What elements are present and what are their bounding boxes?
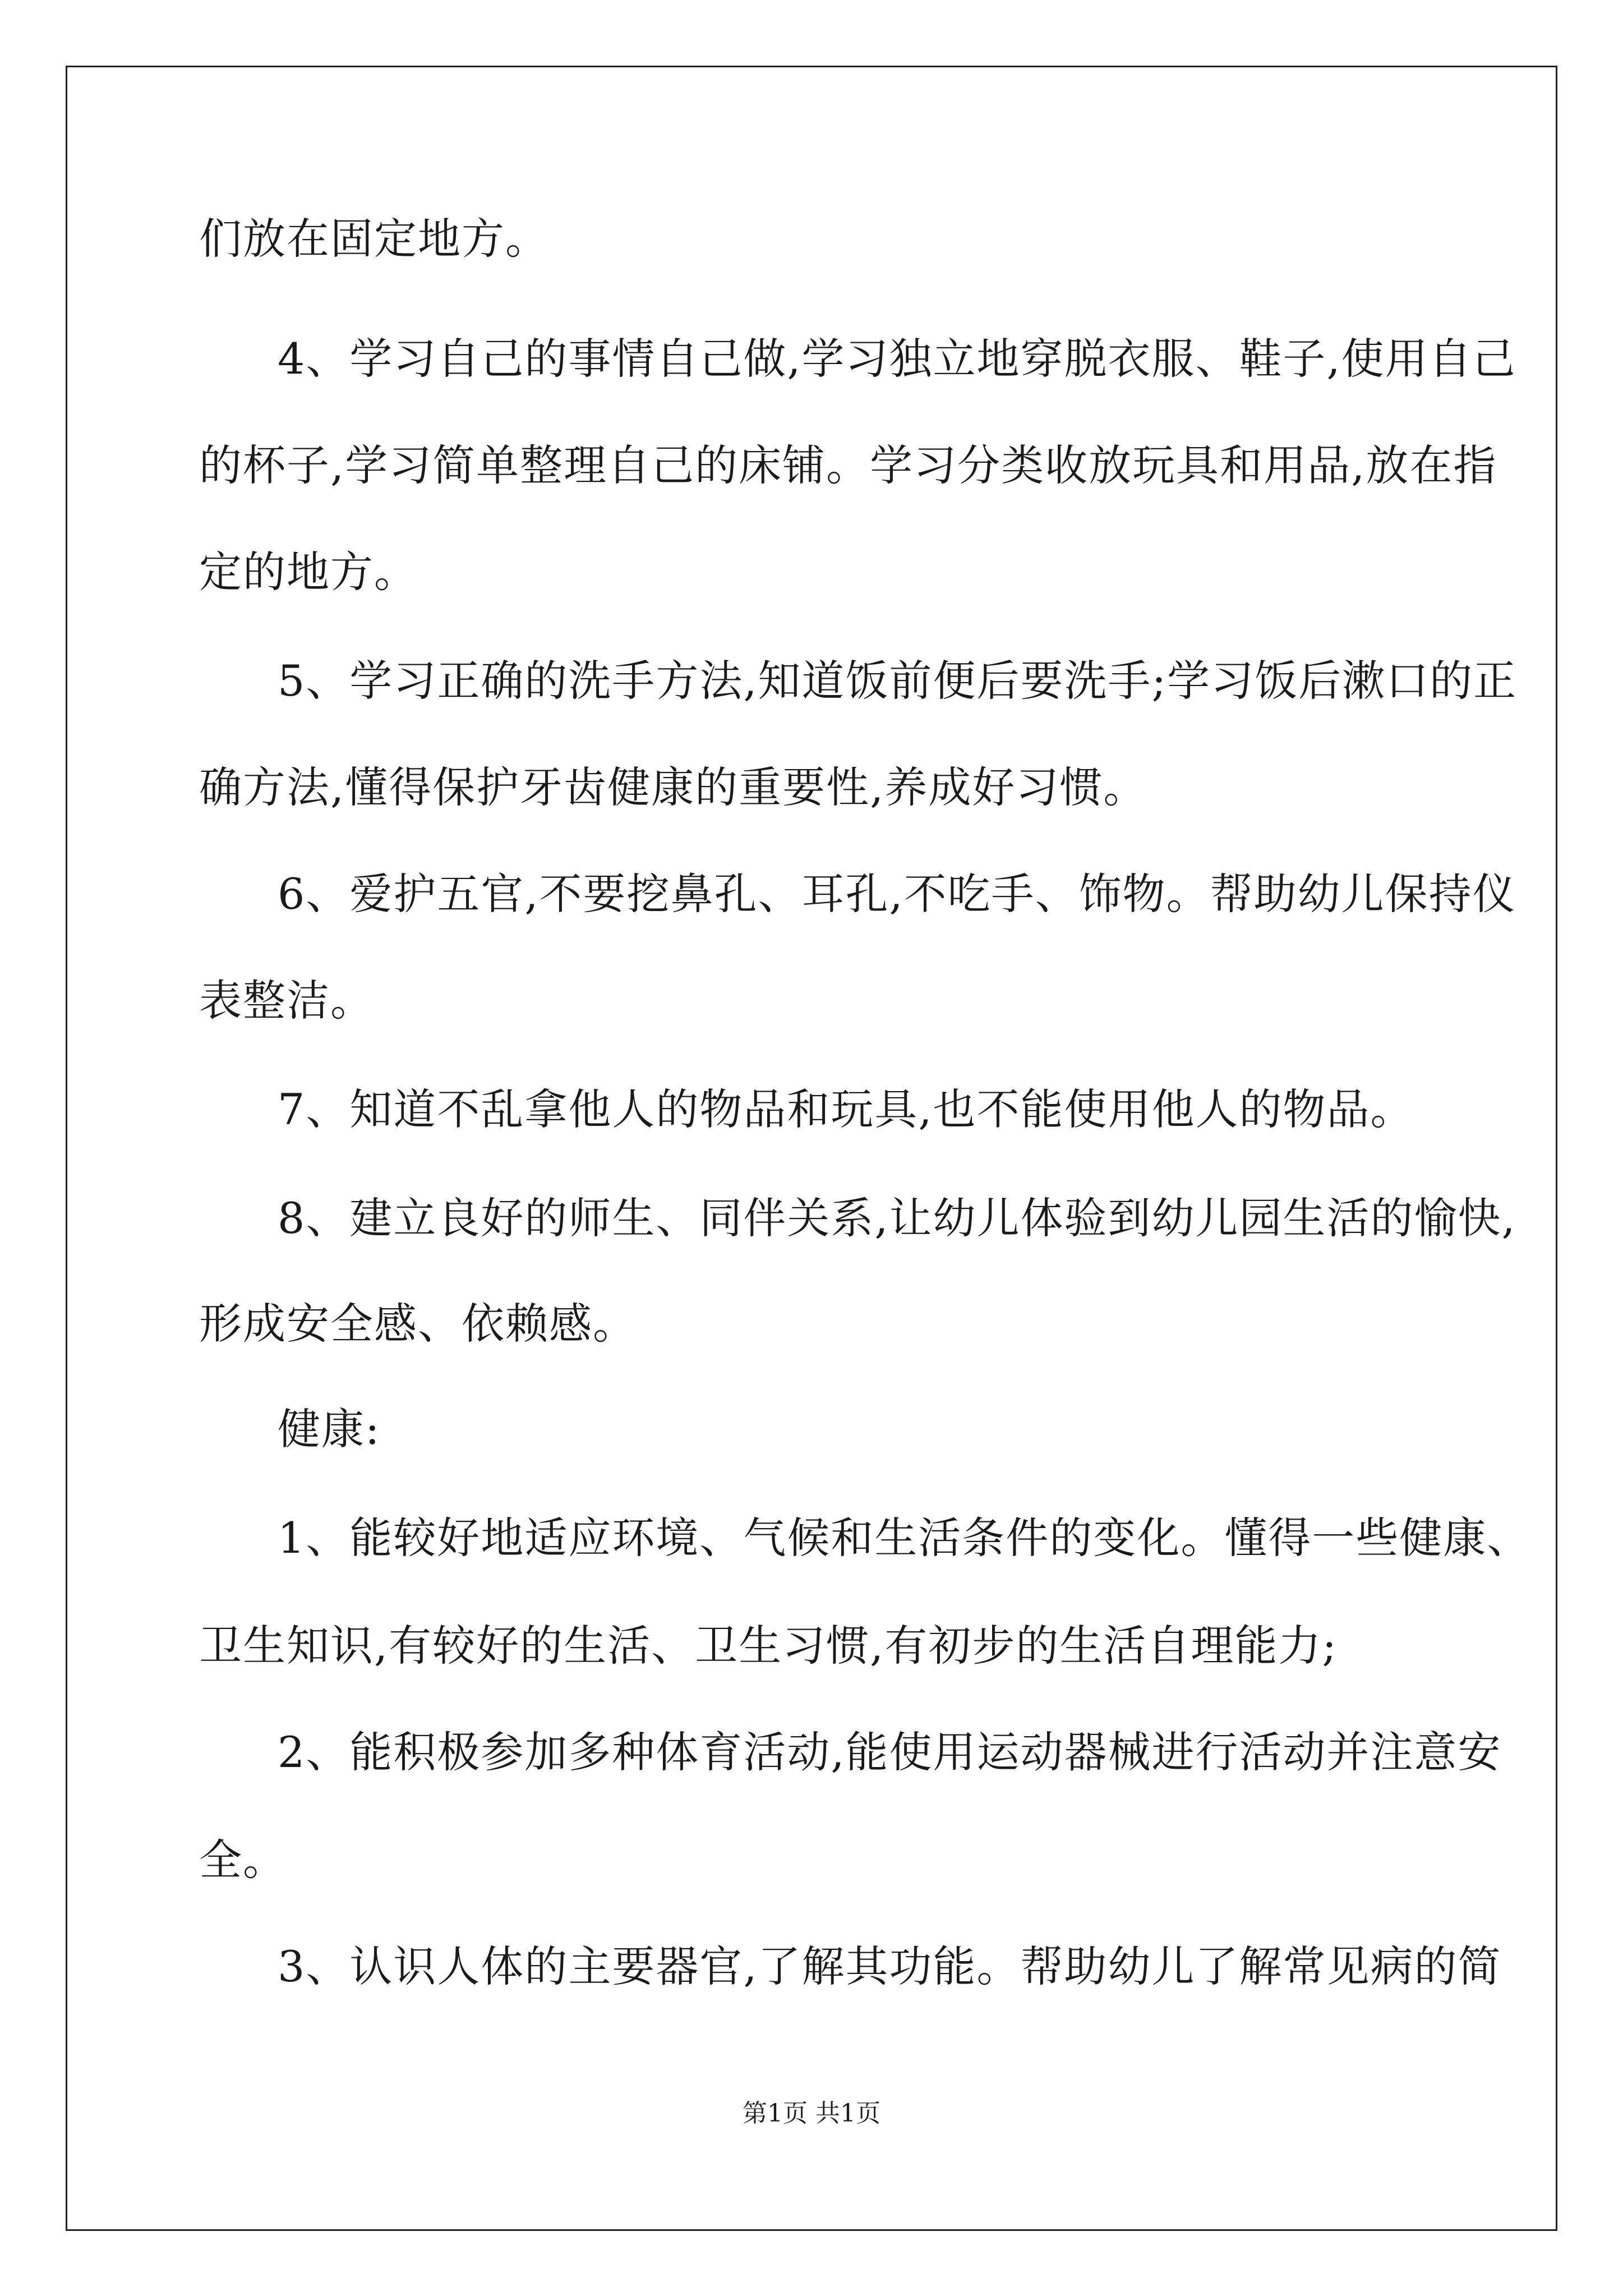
- text-line: 的杯子,学习简单整理自己的床铺。学习分类收放玩具和用品,放在指: [199, 440, 1497, 490]
- text-line: 全。: [199, 1835, 287, 1885]
- text-line: 2、能积极参加多种体育活动,能使用运动器械进行活动并注意安: [278, 1727, 1502, 1777]
- text-line: 6、爱护五官,不要挖鼻孔、耳孔,不吃手、饰物。帮助幼儿保持仪: [278, 869, 1516, 919]
- text-line: 们放在固定地方。: [199, 214, 549, 264]
- text-line: 确方法,懂得保护牙齿健康的重要性,养成好习惯。: [199, 762, 1147, 812]
- page-footer: 第1页 共1页: [743, 2099, 880, 2128]
- page-border: [66, 66, 1557, 2231]
- text-line: 4、学习自己的事情自己做,学习独立地穿脱衣服、鞋子,使用自己: [278, 334, 1516, 384]
- text-line: 8、建立良好的师生、同伴关系,让幼儿体验到幼儿园生活的愉快,: [278, 1193, 1516, 1243]
- section-heading: 健康:: [278, 1404, 381, 1454]
- text-line: 3、认识人体的主要器官,了解其功能。帮助幼儿了解常见病的简: [278, 1941, 1502, 1991]
- text-line: 定的地方。: [199, 547, 418, 597]
- text-line: 卫生知识,有较好的生活、卫生习惯,有初步的生活自理能力;: [199, 1621, 1338, 1671]
- text-line: 5、学习正确的洗手方法,知道饭前便后要洗手;学习饭后漱口的正: [278, 656, 1518, 706]
- text-line: 1、能较好地适应环境、气候和生活条件的变化。懂得一些健康、: [278, 1513, 1531, 1563]
- text-line: 表整洁。: [199, 976, 374, 1025]
- text-line: 形成安全感、依赖感。: [199, 1299, 637, 1349]
- text-line: 7、知道不乱拿他人的物品和玩具,也不能使用他人的物品。: [278, 1084, 1414, 1134]
